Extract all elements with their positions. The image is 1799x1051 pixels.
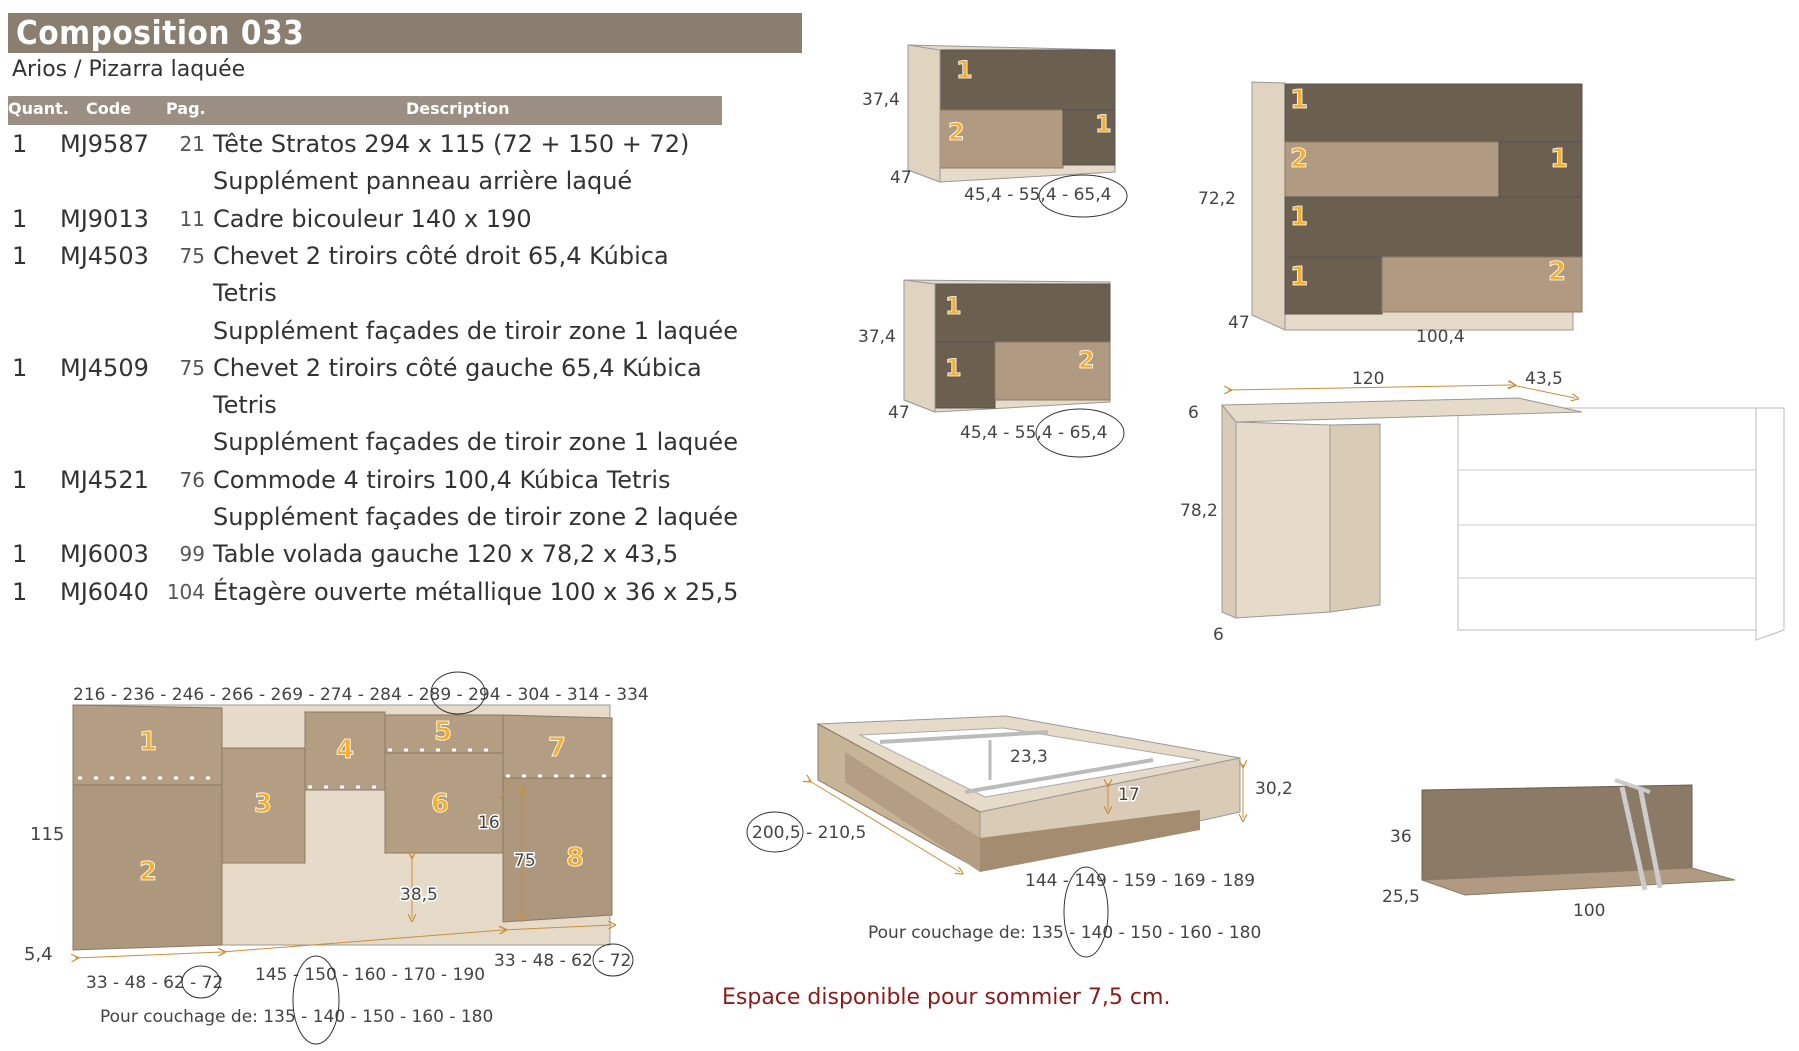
row-page: 75 (179, 355, 205, 380)
row-description: Supplément panneau arrière laqué (213, 167, 633, 196)
dresser-depth: 47 (1228, 313, 1250, 333)
zone-number: 1 (1290, 202, 1309, 232)
row-description: Supplément façades de tiroir zone 1 laquée (213, 316, 738, 345)
zone-number: 2 (948, 118, 965, 146)
zone-number: 1 (1550, 144, 1569, 174)
zone-number: 2 (1078, 346, 1095, 374)
row-description: Chevet 2 tiroirs côté gauche 65,4 Kúbica (213, 353, 702, 382)
bed-height: 30,2 (1255, 779, 1293, 799)
row-qty: 1 (12, 241, 28, 270)
zone-number: 1 (945, 354, 962, 382)
headboard-couchage: Pour couchage de: 135 - 140 - 150 - 160 - 180 (100, 1007, 494, 1027)
panel-number: 1 (138, 727, 158, 757)
headboard-drawing (24, 672, 649, 1044)
nightstand-right-depth: 47 (890, 168, 912, 188)
dresser-height: 72,2 (1198, 189, 1236, 209)
row-page: 11 (179, 206, 205, 231)
row-page: 75 (179, 243, 205, 268)
dim-38-5: 38,5 (400, 885, 438, 905)
zone-number: 2 (1548, 257, 1567, 287)
desk-drawing (1180, 369, 1784, 645)
panel-number: 6 (430, 789, 450, 819)
dim-75: 75 (514, 851, 536, 871)
panel-number: 3 (253, 789, 273, 819)
side-panel-right: 33 - 48 - 62 - 72 (494, 951, 632, 971)
shelf-drawing (1382, 780, 1735, 921)
row-description: Tête Stratos 294 x 115 (72 + 150 + 72) (213, 130, 690, 158)
nightstand-left-drawing (858, 280, 1124, 457)
row-qty: 1 (12, 130, 28, 158)
bed-frame-couchage: Pour couchage de: 135 - 140 - 150 - 160 - 180 (868, 923, 1262, 943)
bed-widths: 145 - 150 - 160 - 170 - 190 (255, 965, 486, 985)
footnote: Espace disponible pour sommier 7,5 cm. (722, 985, 1171, 1010)
dresser-drawing (1198, 82, 1582, 347)
nightstand-left-height: 37,4 (858, 327, 896, 347)
row-code: MJ4521 (60, 465, 149, 494)
panel-number: 2 (138, 857, 158, 887)
shelf-height: 36 (1390, 827, 1412, 847)
headboard-widths: 216 - 236 - 246 - 266 - 269 - 274 - 284 - 289 - 294 - 304 - 314 - 334 (73, 685, 649, 705)
row-description: Tetris (213, 279, 277, 308)
desk-top-thickness: 6 (1188, 403, 1199, 423)
page-subtitle: Arios / Pizarra laquée (12, 57, 246, 82)
bed-inner: 23,3 (1010, 747, 1048, 767)
row-page: 76 (179, 467, 205, 492)
zone-number: 2 (1290, 144, 1309, 174)
row-code: MJ9013 (60, 204, 149, 233)
row-qty: 1 (12, 540, 28, 569)
desk-leg: 6 (1213, 625, 1224, 645)
side-panel-left: 33 - 48 - 62 - 72 (86, 973, 224, 993)
nightstand-right-drawing (862, 45, 1127, 217)
row-description: Cadre bicouleur 140 x 190 (213, 204, 532, 233)
panel-number: 8 (565, 843, 585, 873)
row-qty: 1 (12, 353, 28, 382)
row-code: MJ6040 (60, 577, 149, 606)
col-description: Description (406, 99, 510, 118)
row-page: 99 (179, 542, 205, 567)
col-quant: Quant. (8, 99, 69, 118)
nightstand-left-widths: 45,4 - 55,4 - 65,4 (960, 423, 1108, 443)
row-qty: 1 (12, 577, 28, 606)
headboard-base: 5,4 (24, 944, 53, 965)
row-description: Supplément façades de tiroir zone 1 laquée (213, 428, 738, 457)
zone-number: 1 (1290, 85, 1309, 115)
zone-number: 1 (956, 56, 973, 84)
panel-number: 4 (335, 735, 355, 765)
dresser-width: 100,4 (1416, 327, 1465, 347)
nightstand-right-widths: 45,4 - 55,4 - 65,4 (964, 185, 1112, 205)
row-code: MJ4503 (60, 241, 149, 270)
zone-number: 1 (1290, 262, 1309, 292)
shelf-depth: 25,5 (1382, 887, 1420, 907)
row-qty: 1 (12, 465, 28, 494)
desk-width: 120 (1352, 369, 1385, 389)
shelf-width: 100 (1573, 901, 1606, 921)
row-qty: 1 (12, 204, 28, 233)
col-pag: Pag. (166, 99, 206, 118)
row-code: MJ6003 (60, 540, 149, 569)
nightstand-right-height: 37,4 (862, 90, 900, 110)
row-description: Supplément façades de tiroir zone 2 laquée (213, 503, 738, 531)
row-description: Étagère ouverte métallique 100 x 36 x 25,5 (213, 577, 739, 606)
zone-number: 1 (1095, 110, 1112, 138)
page-title: Composition 033 (16, 13, 305, 52)
dim-16: 16 (478, 813, 500, 833)
row-page: 104 (166, 579, 205, 604)
bed-frame-widths: 144 - 149 - 159 - 169 - 189 (1025, 871, 1256, 891)
panel-number: 7 (547, 733, 567, 763)
zone-number: 1 (945, 292, 962, 320)
col-code: Code (86, 99, 132, 118)
row-description: Commode 4 tiroirs 100,4 Kúbica Tetris (213, 465, 671, 494)
bed-length: 200,5 - 210,5 (752, 823, 867, 843)
row-code: MJ9587 (60, 130, 149, 158)
headboard-height: 115 (30, 824, 65, 845)
row-description: Tetris (213, 391, 277, 420)
row-description: Table volada gauche 120 x 78,2 x 43,5 (213, 540, 679, 569)
row-page: 21 (179, 132, 205, 156)
bed-frame-drawing (747, 716, 1293, 957)
row-description: Chevet 2 tiroirs côté droit 65,4 Kúbica (213, 241, 669, 270)
row-code: MJ4509 (60, 353, 149, 382)
panel-number: 5 (433, 717, 453, 747)
desk-depth: 43,5 (1525, 369, 1563, 389)
nightstand-left-depth: 47 (888, 403, 910, 423)
bed-lift: 17 (1118, 785, 1140, 805)
desk-height: 78,2 (1180, 501, 1218, 521)
